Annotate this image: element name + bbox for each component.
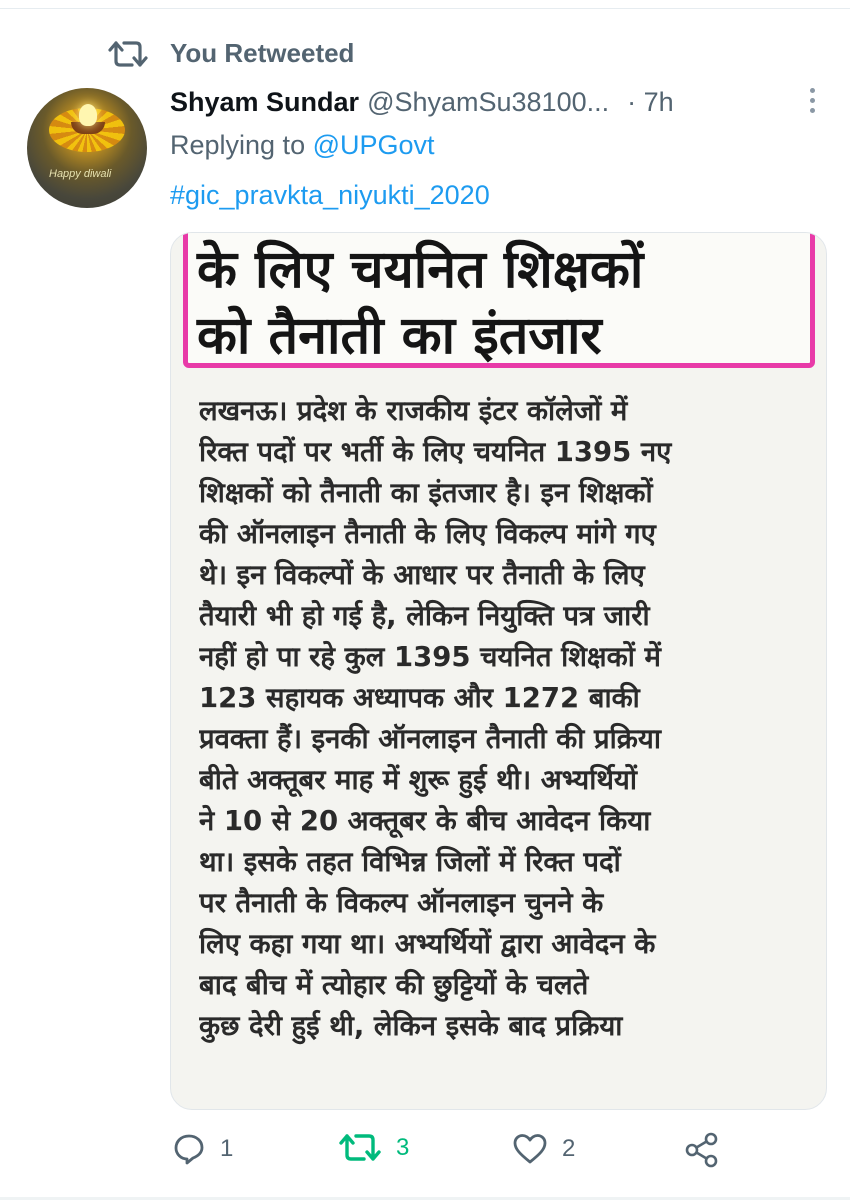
article-line: कुछ देरी हुई थी, लेकिन इसके बाद प्रक्रिया <box>199 1010 623 1042</box>
article-line: 123 सहायक अध्यापक और 1272 बाकी <box>199 682 640 714</box>
retweet-icon <box>108 39 148 69</box>
retweet-label: You Retweeted <box>170 38 355 68</box>
retweet-context <box>108 38 354 69</box>
author-name[interactable]: Shyam Sundar <box>170 86 360 117</box>
reply-icon <box>172 1132 206 1166</box>
flame-graphic <box>79 104 97 126</box>
tweet-header <box>170 84 820 120</box>
article-line: पर तैनाती के विकल्प ऑनलाइन चुनने के <box>199 887 604 919</box>
replying-prefix: Replying to <box>170 130 306 160</box>
article-line: लिए कहा गया था। अभ्यर्थियों द्वारा आवेदन के <box>199 928 656 960</box>
article-line: लखनऊ। प्रदेश के राजकीय इंटर कॉलेजों में <box>199 395 628 427</box>
share-button[interactable] <box>684 1132 720 1168</box>
tweet-media-image[interactable] <box>170 232 827 1110</box>
avatar-greeting: Happy diwali <box>49 168 112 180</box>
article-line: शिक्षकों को तैनाती का इंतजार है। इन शिक्षकों <box>199 477 653 509</box>
article-line: नहीं हो पा रहे कुल 1395 चयनित शिक्षकों में <box>199 641 661 673</box>
article-line: था। इसके तहत विभिन्न जिलों में रिक्त पदों <box>199 846 621 878</box>
headline-line: को तैनाती का इंतजार <box>197 306 602 366</box>
avatar[interactable] <box>27 88 147 208</box>
article-line: रिक्त पदों पर भर्ती के लिए चयनित 1395 नए <box>199 436 672 468</box>
article-line: तैयारी भी हो गई है, लेकिन नियुक्ति पत्र जारी <box>199 600 650 632</box>
reply-count: 1 <box>220 1135 234 1162</box>
hashtag-link[interactable]: #gic_pravkta_niyukti_2020 <box>170 180 490 210</box>
retweet-button[interactable] <box>338 1132 409 1164</box>
tweet-actions <box>0 1132 850 1182</box>
more-options-icon[interactable] <box>808 88 816 118</box>
newspaper-article <box>199 391 804 1047</box>
article-line: बीते अक्तूबर माह में शुरू हुई थी। अभ्यर्थियों <box>199 764 637 796</box>
reply-button[interactable] <box>172 1132 233 1166</box>
article-line: ने 10 से 20 अक्तूबर के बीच आवेदन किया <box>199 805 651 837</box>
newspaper-headline <box>197 237 797 369</box>
replying-to <box>170 130 435 161</box>
article-line: थे। इन विकल्पों के आधार पर तैनाती के लिए <box>199 559 645 591</box>
heart-icon <box>512 1132 548 1166</box>
article-line: बाद बीच में त्योहार की छुट्टियों के चलते <box>199 969 589 1001</box>
top-divider <box>0 0 850 9</box>
retweet-count: 3 <box>396 1134 410 1161</box>
article-line: प्रवक्ता हैं। इनकी ऑनलाइन तैनाती की प्रक्रिया <box>199 723 661 755</box>
headline-line: के लिए चयनित शिक्षकों <box>197 240 644 300</box>
retweet-icon <box>338 1132 382 1164</box>
like-button[interactable] <box>512 1132 575 1166</box>
author-handle[interactable]: @ShyamSu38100... <box>367 86 610 117</box>
like-count: 2 <box>562 1135 576 1162</box>
replying-mention[interactable]: @UPGovt <box>312 130 435 160</box>
article-line: की ऑनलाइन तैनाती के लिए विकल्प मांगे गए <box>199 518 656 550</box>
share-icon <box>684 1132 720 1168</box>
tweet-time[interactable]: · 7h <box>627 86 674 117</box>
